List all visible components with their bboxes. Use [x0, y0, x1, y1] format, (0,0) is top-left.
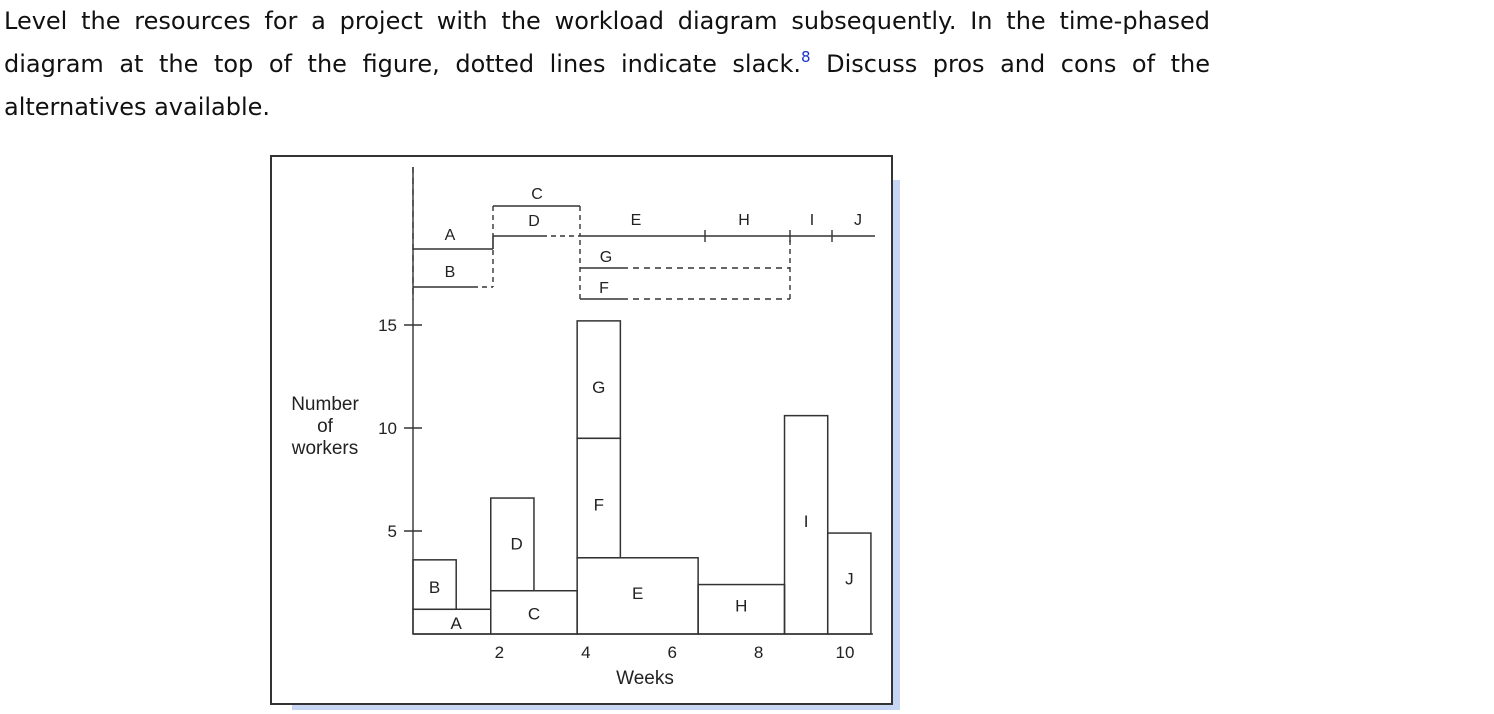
x-tick-label: 6 [667, 643, 677, 662]
y-axis-label [291, 394, 360, 459]
time-phased-label-d: D [528, 213, 540, 230]
question-text [4, 0, 1210, 129]
workload-figure [270, 155, 893, 705]
time-phased-label-c: C [531, 186, 543, 203]
x-tick-label: 2 [494, 643, 505, 662]
block-label-g: G [592, 377, 606, 397]
block-label-f: F [593, 495, 604, 515]
y-tick-label: 10 [378, 419, 397, 438]
y-axis-label-line: workers [291, 438, 359, 459]
x-tick-label: 10 [835, 643, 855, 662]
block-label-b: B [428, 577, 441, 597]
block-label-h: H [735, 596, 748, 616]
axis-text [291, 316, 855, 689]
block-label-c: C [527, 604, 541, 624]
time-phased-diagram [413, 167, 875, 300]
block-label-a: A [450, 613, 462, 633]
y-axis-label-line: of [317, 416, 333, 437]
workload-chart [270, 155, 893, 705]
footnote-ref[interactable]: 8 [801, 48, 811, 66]
time-phased-label-a: A [444, 227, 456, 244]
question-part1: Level the resources for a project with the workload diagram subsequently. In the time-phased diagram at the top of the figure, dotted lines indicate slack. [4, 7, 1210, 78]
time-phased-label-f: F [599, 280, 609, 297]
time-phased-label-i: I [809, 212, 815, 229]
time-phased-labels [445, 186, 862, 297]
y-axis-label-line: Number [291, 394, 359, 415]
block-label-j: J [845, 569, 854, 589]
time-phased-label-e: E [630, 212, 642, 229]
x-tick-label: 4 [581, 643, 591, 662]
question-part2: Discuss pros and cons of the alternatives available. [4, 50, 1211, 121]
time-phased-label-g: G [599, 249, 613, 266]
y-tick-label: 5 [387, 522, 397, 541]
y-tick-label: 15 [378, 316, 397, 335]
x-tick-label: 8 [753, 643, 764, 662]
chart-axes [413, 167, 873, 634]
time-phased-label-j: J [854, 212, 862, 229]
block-label-d: D [510, 534, 523, 554]
workload-blocks [413, 321, 871, 634]
time-phased-label-b: B [444, 264, 456, 281]
time-phased-label-h: H [738, 212, 750, 229]
block-label-i: I [803, 511, 809, 531]
x-axis-label: Weeks [616, 668, 674, 689]
block-label-e: E [631, 583, 644, 603]
